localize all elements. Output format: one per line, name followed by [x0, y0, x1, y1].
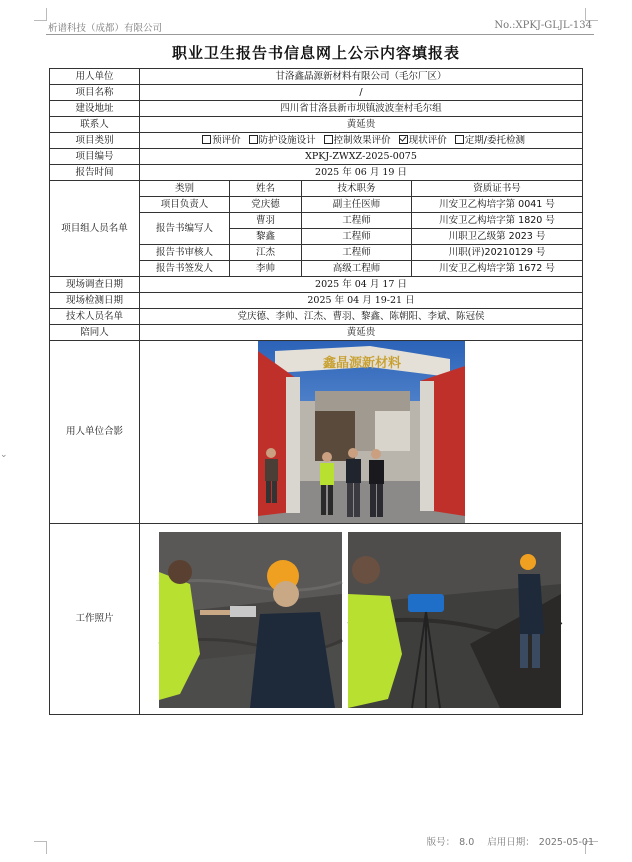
contact-label: 联系人	[50, 117, 140, 133]
report-form-table	[49, 68, 583, 715]
header-doc-number: No.:XPKJ-GLJL-134	[494, 20, 592, 31]
header-company: 析谱科技（成都）有限公司	[48, 23, 163, 34]
team-header-row	[50, 181, 583, 197]
project-no-row	[50, 149, 583, 165]
companion-label: 陪同人	[50, 325, 140, 341]
address-label: 建设地址	[50, 101, 140, 117]
group-photo-label: 用人单位合影	[50, 341, 140, 524]
footer-date-label: 启用日期：	[487, 837, 535, 848]
test-date-value: 2025 年 04 月 19-21 日	[140, 293, 583, 309]
team-header-role: 类别	[140, 181, 230, 197]
work-photo-label: 工作照片	[50, 524, 140, 715]
project-name-label: 项目名称	[50, 85, 140, 101]
project-name-value: /	[140, 85, 583, 101]
team-header-name: 姓名	[230, 181, 302, 197]
project-name-row	[50, 85, 583, 101]
category-label: 项目类别	[50, 133, 140, 149]
test-date-label: 现场检测日期	[50, 293, 140, 309]
project-no-label: 项目编号	[50, 149, 140, 165]
footer-version-label: 版号：	[426, 837, 456, 848]
option-periodic-testing: 定期/委托检测	[464, 134, 525, 146]
group-photo	[140, 341, 583, 523]
employer-label: 用人单位	[50, 69, 140, 85]
team-cert: 川安卫乙构培字第 0041 号	[412, 197, 583, 213]
employer-value: 甘洛鑫晶源新材料有限公司（毛尔厂区）	[140, 69, 583, 85]
address-row	[50, 101, 583, 117]
team-label: 项目组人员名单	[50, 181, 140, 277]
team-title: 工程师	[302, 213, 412, 229]
team-role: 项目负责人	[140, 197, 230, 213]
team-cert: 川职卫乙级第 2023 号	[412, 229, 583, 245]
work-photo-row	[50, 524, 583, 715]
team-header-title: 技术职务	[302, 181, 412, 197]
group-photo-cell	[140, 341, 583, 524]
team-header-cert: 资质证书号	[412, 181, 583, 197]
report-time-row	[50, 165, 583, 181]
option-protection-design: 防护设施设计	[258, 134, 316, 146]
companion-row	[50, 325, 583, 341]
checkbox-periodic-testing[interactable]	[455, 135, 464, 144]
category-options	[140, 133, 583, 149]
address-value: 四川省甘洛县新市坝镇波波奎村毛尔组	[140, 101, 583, 117]
footer	[423, 834, 594, 848]
employer-row	[50, 69, 583, 85]
team-role: 报告书编写人	[140, 213, 230, 245]
footer-date-value: 2025-05-01	[538, 837, 594, 848]
work-photo-cell	[140, 524, 583, 715]
team-name: 江杰	[230, 245, 302, 261]
team-name: 李帅	[230, 261, 302, 277]
tech-staff-value: 党庆德、李帅、江杰、曹羽、黎鑫、陈朝阳、李斌、陈冠侯	[140, 309, 583, 325]
gate-sign-text: 鑫晶源新材料	[322, 356, 402, 371]
team-role: 报告书签发人	[140, 261, 230, 277]
team-name: 曹羽	[230, 213, 302, 229]
option-pre-evaluation: 预评价	[212, 134, 241, 146]
crop-mark-bottom-left	[34, 841, 47, 854]
work-photo-2	[348, 532, 561, 708]
survey-date-label: 现场调查日期	[50, 277, 140, 293]
team-name: 黎鑫	[230, 229, 302, 245]
project-no-value: XPKJ-ZWXZ-2025-0075	[140, 149, 583, 165]
tech-staff-row	[50, 309, 583, 325]
work-photo-1	[159, 532, 342, 708]
team-title: 工程师	[302, 245, 412, 261]
team-cert: 川安卫乙构培字第 1820 号	[412, 213, 583, 229]
group-photo-row	[50, 341, 583, 524]
report-time-label: 报告时间	[50, 165, 140, 181]
checkbox-control-effect[interactable]	[324, 135, 333, 144]
survey-date-row	[50, 277, 583, 293]
test-date-row	[50, 293, 583, 309]
team-title: 工程师	[302, 229, 412, 245]
category-row	[50, 133, 583, 149]
survey-date-value: 2025 年 04 月 17 日	[140, 277, 583, 293]
option-control-effect: 控制效果评价	[333, 134, 391, 146]
page-title: 职业卫生报告书信息网上公示内容填报表	[171, 44, 460, 62]
team-title: 副主任医师	[302, 197, 412, 213]
header-divider	[46, 34, 594, 35]
tech-staff-label: 技术人员名单	[50, 309, 140, 325]
contact-value: 黄延贵	[140, 117, 583, 133]
checkbox-status-evaluation[interactable]	[399, 135, 408, 144]
team-role: 报告书审核人	[140, 245, 230, 261]
team-cert: 川安卫乙构培字第 1672 号	[412, 261, 583, 277]
work-photos	[140, 524, 583, 714]
report-time-value: 2025 年 06 月 19 日	[140, 165, 583, 181]
team-title: 高级工程师	[302, 261, 412, 277]
team-name: 党庆德	[230, 197, 302, 213]
contact-row	[50, 117, 583, 133]
companion-value: 黄延贵	[140, 325, 583, 341]
checkbox-protection-design[interactable]	[249, 135, 258, 144]
team-cert: 川职(评)20210129 号	[412, 245, 583, 261]
checkbox-pre-evaluation[interactable]	[202, 135, 211, 144]
option-status-evaluation: 现状评价	[408, 134, 447, 146]
footer-version-value: 8.0	[459, 837, 475, 848]
chevron-down-icon[interactable]: ⌄	[0, 450, 8, 460]
crop-mark-top-left	[34, 8, 47, 21]
